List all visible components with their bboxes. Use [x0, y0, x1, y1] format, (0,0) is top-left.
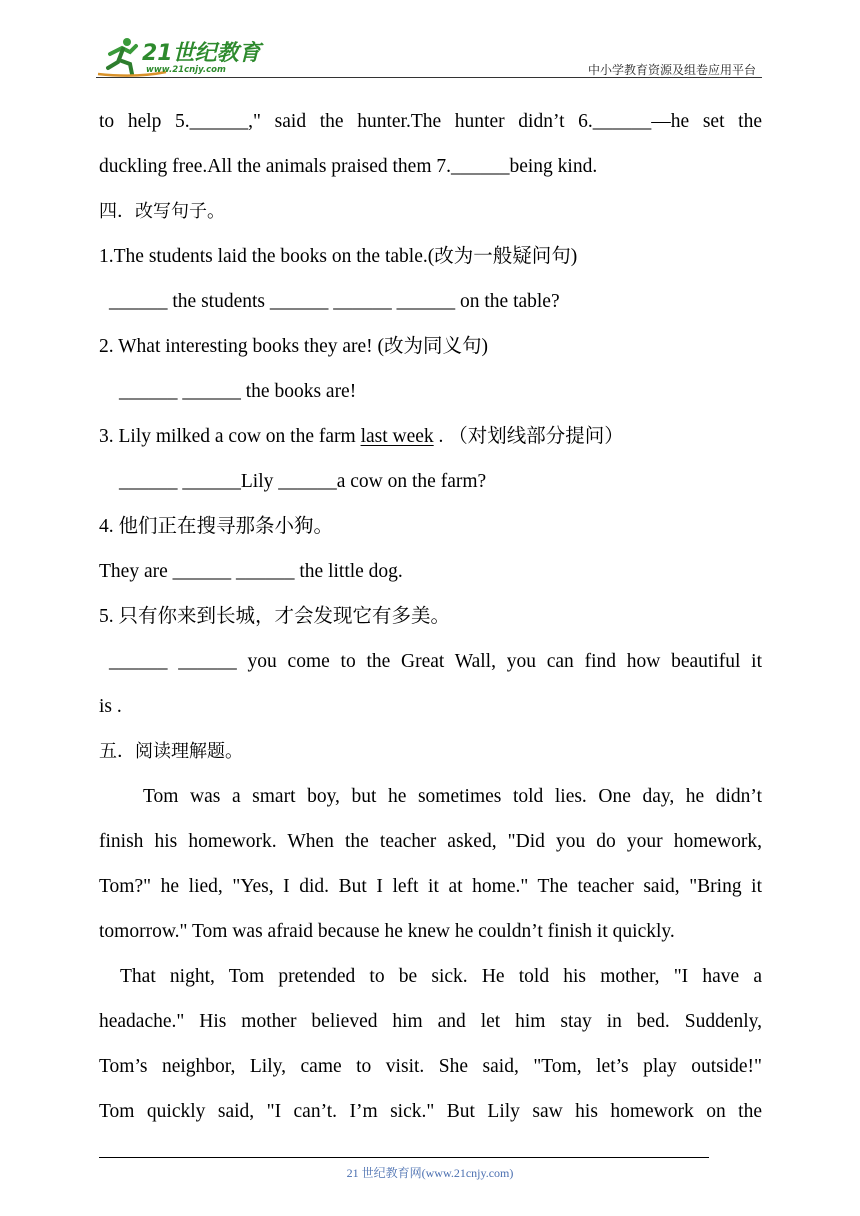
site-logo	[96, 34, 266, 78]
header-platform-name: 中小学教育资源及组卷应用平台	[587, 63, 756, 77]
text-line: duckling free.All the animals praised them 7.______being kind.	[99, 156, 598, 177]
section-heading: 四．改写句子。	[99, 201, 225, 222]
question-instruction: . （对划线部分提问）	[433, 426, 624, 447]
answer-line: ______ ______Lily ______a cow on the farm?	[119, 471, 487, 492]
passage-line: finish his homework. When the teacher asked, "Did you do your homework,	[99, 831, 762, 852]
question-text: 3. Lily milked a cow on the farm	[99, 426, 361, 447]
text-line: to help 5.______," said the hunter.The hunter didn’t 6.______—he set the	[99, 111, 762, 132]
passage-line: headache." His mother believed him and let him stay in bed. Suddenly,	[99, 1011, 762, 1032]
header-divider	[96, 77, 762, 78]
footer-link[interactable]: 21 世纪教育网(www.21cnjy.com)	[346, 1166, 514, 1180]
question-line: 1.The students laid the books on the table.(改为一般疑问句)	[99, 246, 578, 267]
question-line: 2. What interesting books they are! (改为同义句)	[99, 336, 489, 357]
passage-line: Tom?" he lied, "Yes, I did. But I left it at home." The teacher said, "Bring it	[99, 876, 762, 897]
passage-line: Tom was a smart boy, but he sometimes told lies. One day, he didn’t	[143, 786, 762, 807]
footer-divider	[99, 1157, 709, 1158]
question-line	[99, 414, 762, 459]
document-body	[99, 99, 762, 1134]
answer-line: They are ______ ______ the little dog.	[99, 561, 403, 582]
question-line: 5. 只有你来到长城，才会发现它有多美。	[99, 606, 451, 627]
passage-line: Tom’s neighbor, Lily, came to visit. She said, "Tom, let’s play outside!"	[99, 1056, 762, 1077]
underlined-text: last week	[360, 426, 434, 447]
answer-line: ______ the students ______ ______ ______ on the table?	[109, 291, 560, 312]
logo-text: 21世纪教育	[142, 41, 261, 66]
logo-url: www.21cnjy.com	[146, 65, 226, 75]
section-heading: 五．阅读理解题。	[99, 741, 243, 762]
passage-line: That night, Tom pretended to be sick. He told his mother, "I have a	[120, 966, 762, 987]
passage-line: tomorrow." Tom was afraid because he knew he couldn’t finish it quickly.	[99, 921, 675, 942]
passage-line: Tom quickly said, "I can’t. I’m sick." But Lily saw his homework on the	[99, 1101, 762, 1122]
question-line: 4. 他们正在搜寻那条小狗。	[99, 516, 334, 537]
answer-line: ______ ______ you come to the Great Wall, you can find how beautiful it	[109, 651, 762, 672]
answer-line: is .	[99, 696, 122, 717]
answer-line: ______ ______ the books are!	[119, 381, 357, 402]
